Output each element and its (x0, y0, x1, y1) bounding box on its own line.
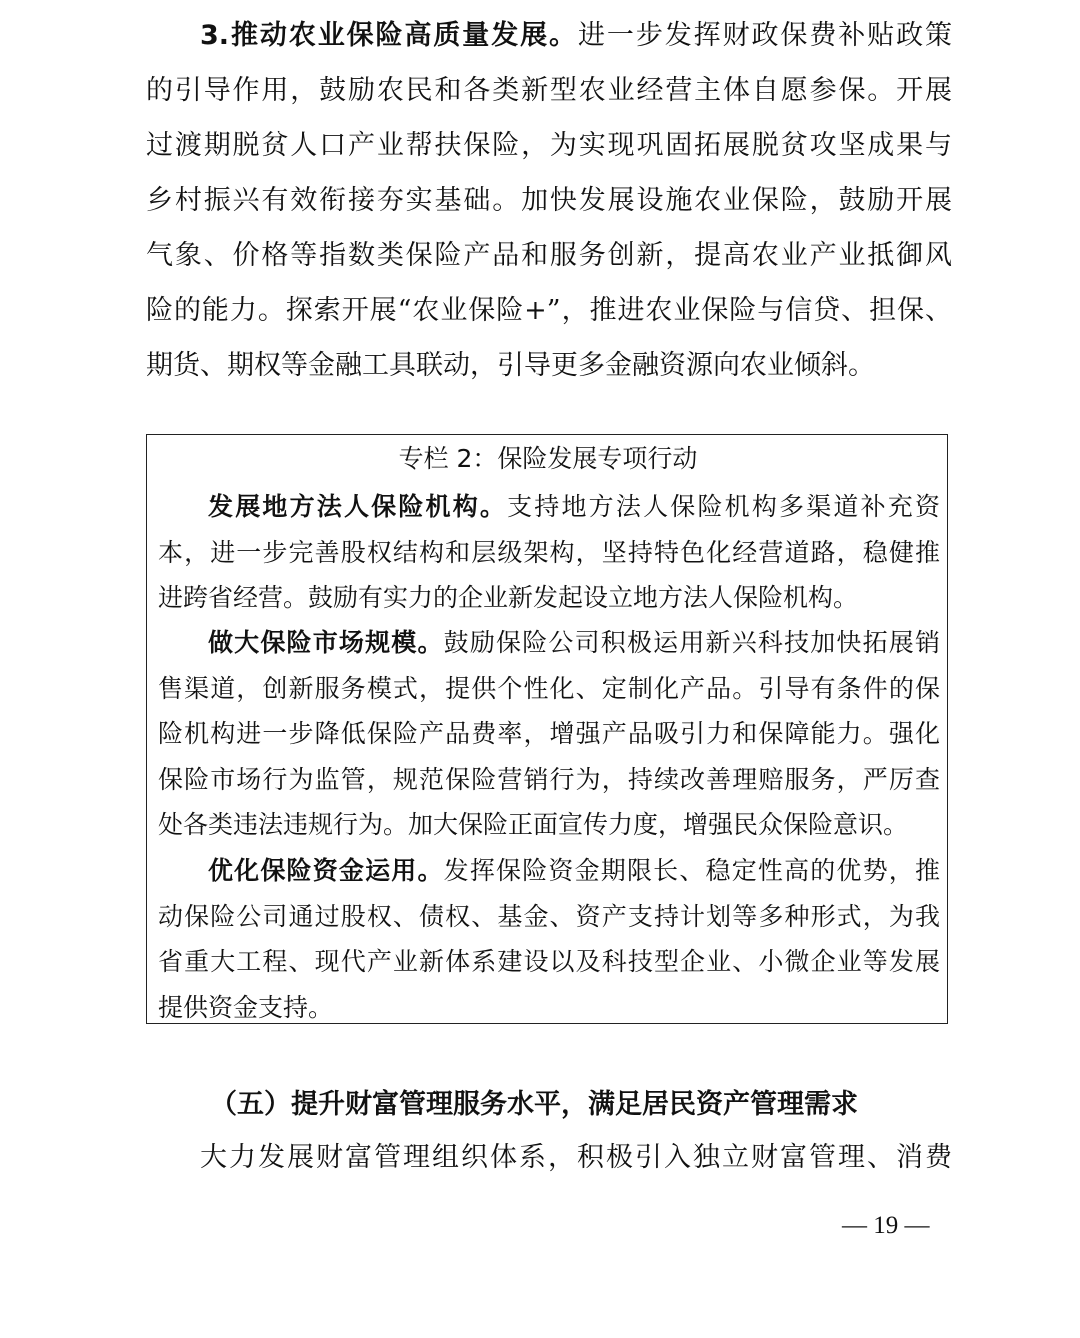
column-box-title: 专栏 2：保险发展专项行动 (398, 444, 698, 473)
box-line: 险机构进一步降低保险产品费率，增强产品吸引力和保障能力。强化 (158, 719, 940, 748)
paragraph-line: 的引导作用，鼓励农民和各类新型农业经营主体自愿参保。开展 (146, 75, 952, 106)
section3-heading: 3.推动农业保险高质量发展。 (200, 20, 578, 51)
box-line: 本，进一步完善股权结构和层级架构，坚持特色化经营道路，稳健推 (158, 537, 940, 567)
box-line: 进跨省经营。鼓励有实力的企业新发起设立地方法人保险机构。 (158, 583, 859, 612)
paragraph-line: 气象、价格等指数类保险产品和服务创新，提高农业产业抵御风 (146, 240, 952, 271)
column-item-2 (158, 620, 940, 848)
box-line: 保险市场行为监管，规范保险营销行为，持续改善理赔服务，严厉查 (158, 764, 940, 794)
column-item-1 (158, 484, 940, 621)
box-line: 动保险公司通过股权、债权、基金、资产支持计划等多种形式，为我 (158, 901, 940, 931)
column-item-heading: 优化保险资金运用。 (208, 856, 444, 885)
paragraph-line: 险的能力。探索开展“农业保险+”，推进农业保险与信贷、担保、 (146, 295, 952, 326)
box-line: 优化保险资金运用。发挥保险资金期限长、稳定性高的优势，推 (208, 856, 940, 885)
column-item-heading: 做大保险市场规模。 (208, 628, 444, 657)
box-line: 省重大工程、现代产业新体系建设以及科技型企业、小微企业等发展 (158, 947, 940, 976)
box-line: 提供资金支持。 (158, 992, 334, 1022)
column-item-3 (158, 848, 940, 1030)
box-line: 发展地方法人保险机构。支持地方法人保险机构多渠道补充资 (208, 492, 940, 521)
paragraph-line: 大力发展财富管理组织体系，积极引入独立财富管理、消费 (200, 1142, 952, 1173)
column-item-heading: 发展地方法人保险机构。 (208, 492, 508, 521)
paragraph-line: 期货、期权等金融工具联动，引导更多金融资源向农业倾斜。 (146, 350, 875, 381)
box-line: 售渠道，创新服务模式，提供个性化、定制化产品。引导有条件的保 (158, 673, 940, 703)
section3-paragraph (146, 8, 952, 393)
paragraph-line: 过渡期脱贫人口产业帮扶保险，为实现巩固拓展脱贫攻坚成果与 (146, 130, 952, 161)
section5-paragraph (146, 1130, 952, 1185)
paragraph-line: 3.推动农业保险高质量发展。进一步发挥财政保费补贴政策 (200, 20, 952, 51)
box-line: 做大保险市场规模。鼓励保险公司积极运用新兴科技加快拓展销 (208, 628, 940, 657)
box-line: 处各类违法违规行为。加大保险正面宣传力度，增强民众保险意识。 (158, 810, 909, 839)
page-number: — 19 — (842, 1212, 930, 1239)
paragraph-line: 乡村振兴有效衔接夯实基础。加快发展设施农业保险，鼓励开展 (146, 185, 952, 216)
section5-heading: （五）提升财富管理服务水平，满足居民资产管理需求 (210, 1089, 858, 1120)
